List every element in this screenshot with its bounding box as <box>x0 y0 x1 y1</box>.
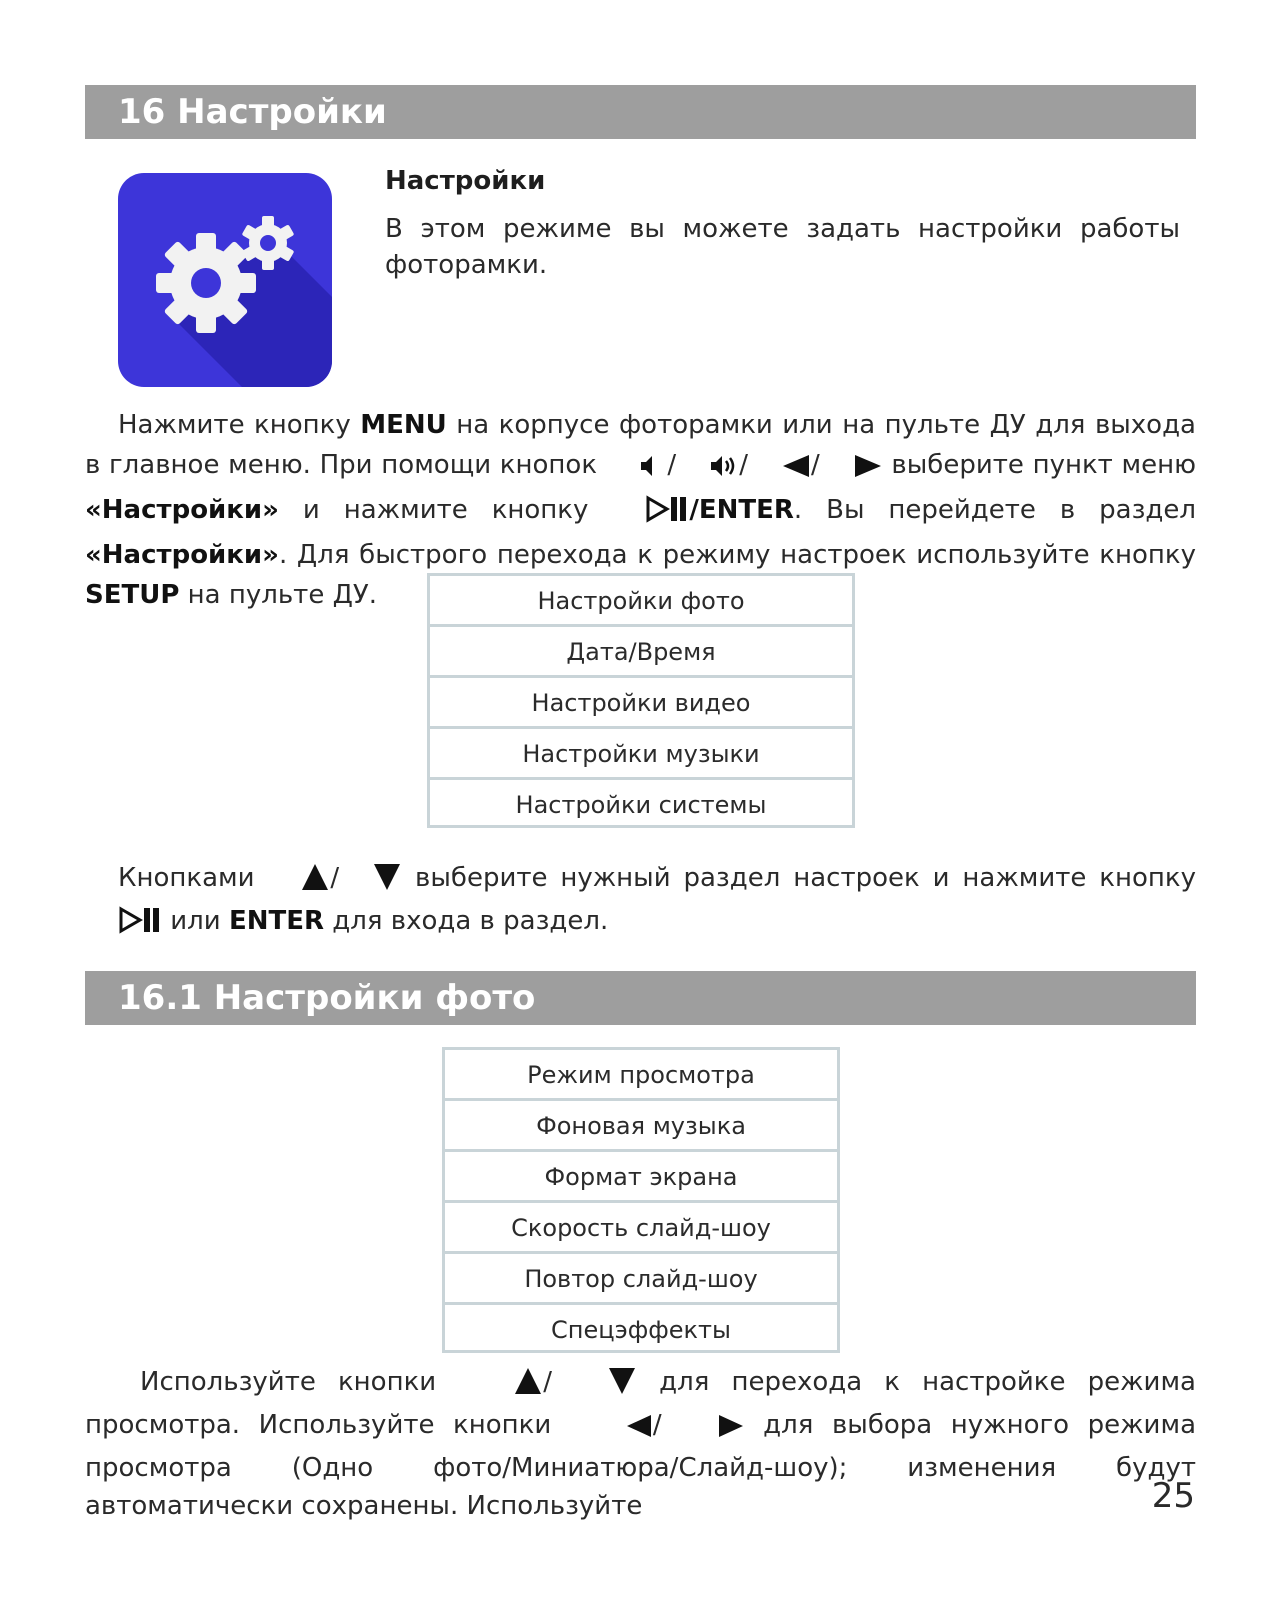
photo-settings-menu <box>442 1047 840 1353</box>
volume-up-icon <box>676 450 739 490</box>
left-arrow-icon <box>570 1411 653 1449</box>
play-pause-icon <box>612 495 689 535</box>
down-arrow-icon <box>339 863 402 902</box>
up-arrow-icon <box>267 863 330 902</box>
menu-item-music-settings: Настройки музыки <box>430 729 852 780</box>
right-arrow-icon <box>820 450 883 490</box>
menu-item-system-settings: Настройки системы <box>515 791 767 819</box>
section-title-settings: 16 Настройки <box>85 85 1196 139</box>
menu-item-view-mode: Режим просмотра <box>445 1050 837 1101</box>
intro-text: В этом режиме вы можете задать настройки работы фоторамки. <box>385 214 1180 280</box>
play-pause-icon <box>85 906 162 945</box>
intro-heading: Настройки <box>385 166 546 196</box>
menu-item-photo-settings: Настройки фото <box>430 576 852 627</box>
menu-item-screen-format: Формат экрана <box>445 1152 837 1203</box>
left-arrow-icon <box>748 450 811 490</box>
section-title-photo-settings: 16.1 Настройки фото <box>85 971 1196 1025</box>
menu-item-special-effects: Спецэффекты <box>551 1316 731 1344</box>
right-arrow-icon <box>662 1411 745 1449</box>
settings-menu <box>427 573 855 828</box>
down-arrow-icon <box>552 1367 637 1406</box>
volume-down-icon <box>606 450 659 490</box>
instruction-paragraph-3: Используйте кнопки / для перехода к настройке режима просмотра. Используйте кнопки / для выбора нужного режима просмотра (Одно фото/Миниатюра/Слайд-шоу); изменения будут автоматически сохранены. Используйте <box>85 1367 1196 1521</box>
instruction-paragraph-2: Кнопками / выберите нужный раздел настроек и нажмите кнопку или ENTER для входа в раздел. <box>85 859 1196 945</box>
menu-item-background-music: Фоновая музыка <box>445 1101 837 1152</box>
menu-item-video-settings: Настройки видео <box>430 678 852 729</box>
up-arrow-icon <box>458 1367 543 1406</box>
page-number: 25 <box>1151 1476 1195 1516</box>
instruction-paragraph-1: Нажмите кнопку MENU на корпусе фоторамки или на пульте ДУ для выхода в главное меню. При помощи кнопок / / / выберите пункт меню «Настройки» и нажмите кнопку /ENTER. Вы перейдете в раздел «Настройки». Для быстрого перехода к режиму настроек используйте кнопку SETUP на пульте ДУ. <box>85 410 1196 610</box>
menu-item-slideshow-repeat: Повтор слайд-шоу <box>445 1254 837 1305</box>
menu-item-slideshow-speed: Скорость слайд-шоу <box>445 1203 837 1254</box>
gears-icon <box>118 173 332 387</box>
menu-item-date-time: Дата/Время <box>430 627 852 678</box>
